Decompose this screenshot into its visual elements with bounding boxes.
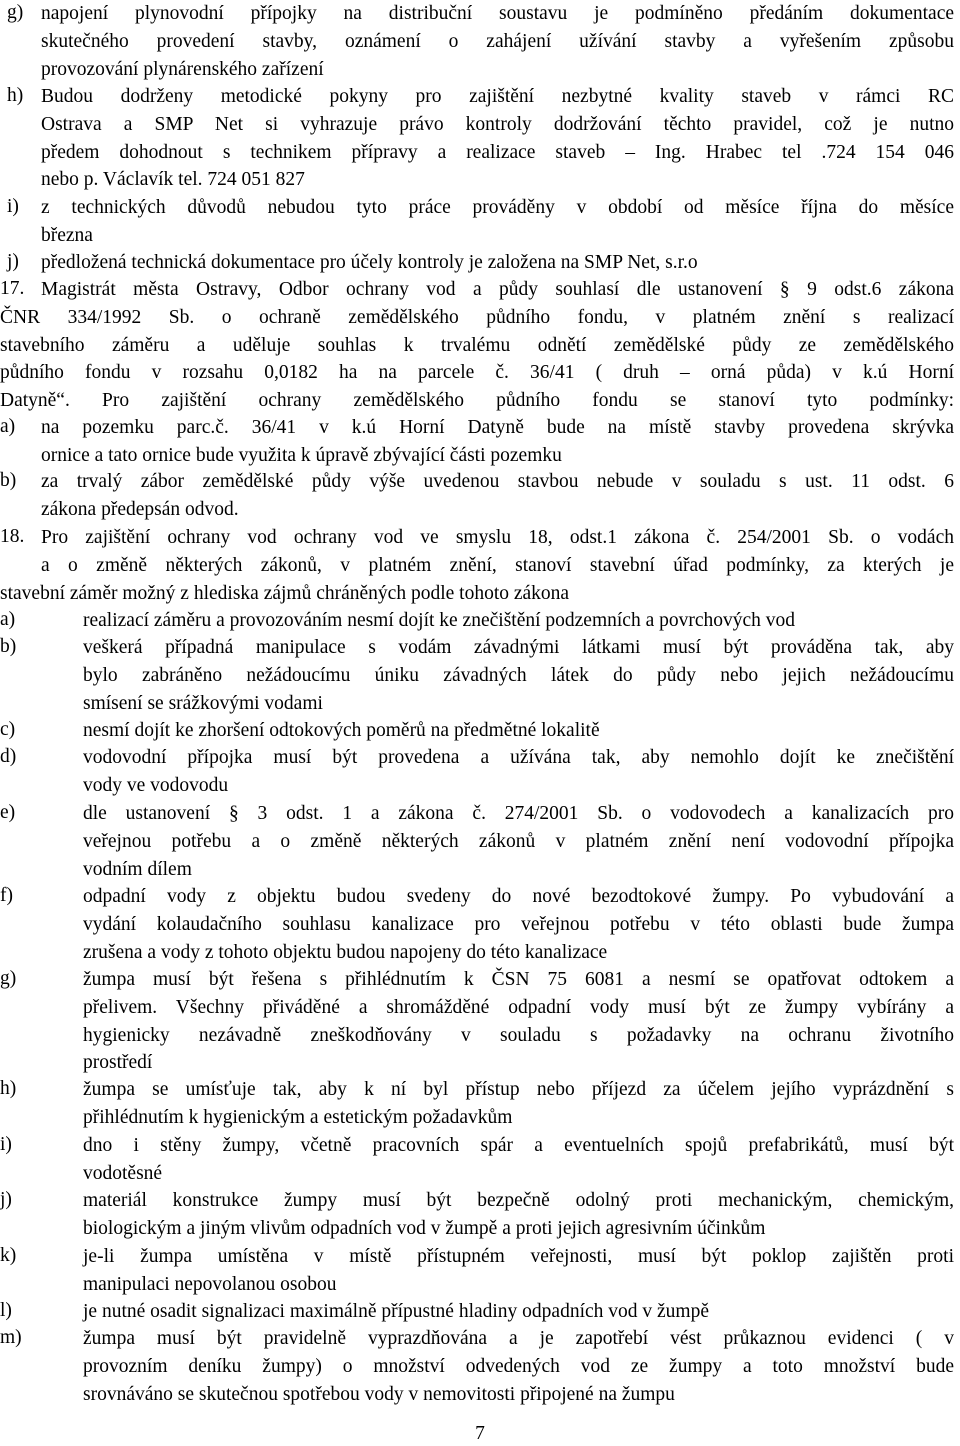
text-line: veřejnou potřebu a o změně některých zákonů v platném znění není vodovodní přípojka — [83, 830, 954, 852]
item-label: c) — [0, 719, 16, 740]
text-line: přihlédnutím k hygienickým a estetickým požadavkům — [83, 1106, 513, 1128]
item-text — [83, 1189, 954, 1245]
item-label: b) — [0, 470, 17, 491]
item-text — [83, 1245, 954, 1301]
text-line: hygienicky nezávadně zneškodňovány v souladu s požadavky na ochranu životního — [83, 1024, 954, 1046]
text-line: je nutné osadit signalizaci maximálně přípustné hladiny odpadních vod v žumpě — [83, 1301, 710, 1322]
text-line: biologickým a jiným vlivům odpadních vod v žumpě a proti jejich agresivním účinkům — [83, 1217, 766, 1239]
text-line: Datyně“. Pro zajištění ochrany zemědělského půdního fondu se stanoví tyto podmínky: — [0, 390, 954, 412]
text-line: zákona předepsán odvod. — [41, 498, 239, 520]
text-line: Magistrát města Ostravy, Odbor ochrany vod a půdy souhlasí dle ustanovení § 9 odst.6 zákona — [41, 279, 954, 300]
text-line: Pro zajištění ochrany vod ochrany vod ve smyslu 18, odst.1 zákona č. 254/2001 Sb. o vodách — [41, 527, 954, 548]
item-label: k) — [0, 1245, 17, 1266]
item-label: h) — [7, 85, 24, 106]
item-label: a) — [0, 609, 16, 630]
text-line: nesmí dojít ke zhoršení odtokových poměrů na předmětné lokalitě — [83, 720, 600, 741]
item-label: e) — [0, 802, 16, 823]
text-line: Budou dodrženy metodické pokyny pro zajištění nezbytné kvality staveb v rámci RC — [41, 86, 954, 107]
text-line: manipulaci nepovolanou osobou — [83, 1273, 337, 1295]
item-label: 17. — [0, 278, 25, 299]
text-line: dle ustanovení § 3 odst. 1 a zákona č. 274/2001 Sb. o vodovodech a kanalizacích pro — [83, 803, 954, 824]
item-text — [83, 968, 954, 1079]
text-line: provozování plynárenského zařízení — [41, 58, 324, 80]
text-line: skutečného provedení stavby, oznámení o zahájení užívání stavby a vyřešením způsobu — [41, 30, 954, 52]
text-line: veškerá případná manipulace s vodám závadnými látkami musí být prováděna tak, aby — [83, 637, 954, 658]
text-line: bylo zabráněno nežádoucímu úniku závadných látek do půdy nebo jejich nežádoucímu — [83, 664, 954, 686]
item-text — [41, 2, 954, 85]
text-line: předem dohodnout s technikem přípravy a realizace staveb – Ing. Hrabec tel .724 154 046 — [41, 141, 954, 163]
text-line: ČNR 334/1992 Sb. o ochraně zemědělského půdního fondu, v platném znění s realizací — [0, 306, 954, 328]
text-line: srovnáváno se skutečnou spotřebou vody v nemovitosti připojené na žumpu — [83, 1383, 675, 1405]
item-label: 18. — [0, 526, 25, 547]
text-line: stavební záměr možný z hlediska zájmů chráněných podle tohoto zákona — [0, 582, 570, 604]
item-text — [83, 1300, 954, 1328]
text-line: Ostrava a SMP Net si vyhrazuje právo kontroly dodržování těchto pravidel, což je nutno — [41, 113, 954, 135]
text-line: smísení se srážkovými vodami — [83, 692, 323, 714]
text-line: materiál konstrukce žumpy musí být bezpečně odolný proti mechanickým, chemickým, — [83, 1190, 954, 1211]
item-label: j) — [7, 251, 19, 272]
item-text — [83, 802, 954, 885]
text-line: odpadní vody z objektu budou svedeny do nové bezodtokové žumpy. Po vybudování a — [83, 886, 954, 907]
text-line: je-li žumpa umístěna v místě přístupném veřejnosti, musí být poklop zajištěn proti — [83, 1246, 954, 1267]
text-line: nebo p. Václavík tel. 724 051 827 — [41, 169, 305, 191]
text-line: března — [41, 224, 93, 246]
item-label: g) — [0, 968, 17, 989]
text-line: prostředí — [83, 1052, 153, 1074]
item-label: m) — [0, 1327, 22, 1348]
item-label: a) — [0, 416, 16, 437]
item-label: g) — [7, 2, 24, 23]
item-text — [83, 1134, 954, 1190]
text-line: ornice a tato ornice bude využita k úpravě zbývající části pozemku — [41, 444, 562, 466]
page-number: 7 — [475, 1423, 485, 1444]
text-line: předložená technická dokumentace pro účely kontroly je založena na SMP Net, s.r.o — [41, 252, 698, 273]
text-line: provozním deníku žumpy) o množství odvedených vod ze žumpy a toto množství bude — [83, 1355, 954, 1377]
item-text — [41, 470, 954, 526]
item-text — [41, 196, 954, 252]
text-line: realizací záměru a provozováním nesmí dojít ke znečištění podzemních a povrchových vod — [83, 610, 796, 631]
text-line: vody ve vodovodu — [83, 774, 229, 796]
text-line: stavebního záměru a uděluje souhlas k trvalému odnětí zemědělské půdy ze zemědělského — [0, 334, 954, 356]
text-line: žumpa musí být řešena s přihlédnutím k ČSN 75 6081 a nesmí se opatřovat odtokem a — [83, 969, 954, 990]
item-label: i) — [7, 196, 19, 217]
item-text — [83, 636, 954, 719]
text-line: napojení plynovodní přípojky na distribuční soustavu je podmíněno předáním dokumentace — [41, 3, 954, 24]
item-text — [41, 85, 954, 196]
item-text — [83, 609, 954, 637]
item-text — [83, 719, 954, 747]
text-line: vodovodní přípojka musí být provedena a užívána tak, aby nemohlo dojít ke znečištění — [83, 747, 954, 768]
item-label: f) — [0, 885, 13, 906]
item-label: h) — [0, 1078, 17, 1099]
text-line: zrušena a vody z tohoto objektu budou napojeny do této kanalizace — [83, 941, 608, 963]
text-line: a o změně některých zákonů, v platném znění, stanoví stavební úřad podmínky, za kterých je — [41, 554, 954, 576]
item-text — [41, 251, 954, 279]
text-line: dno i stěny žumpy, včetně pracovních spár a eventuelních spojů prefabrikátů, musí být — [83, 1135, 954, 1156]
item-text — [83, 885, 954, 968]
item-label: b) — [0, 636, 17, 657]
text-line: z technických důvodů nebudou tyto práce prováděny v období od měsíce října do měsíce — [41, 197, 954, 218]
item-label: l) — [0, 1300, 12, 1321]
text-line: přelivem. Všechny přiváděné a shromážděné odpadní vody musí být ze žumpy vybírány a — [83, 996, 954, 1018]
text-line: vodotěsné — [83, 1162, 163, 1184]
text-line: žumpa se umísťuje tak, aby k ní byl přístup nebo příjezd za účelem jejího vyprázdnění s — [83, 1079, 954, 1100]
text-line: za trvalý zábor zemědělské půdy výše uvedenou stavbou nebude v souladu s ust. 11 odst. 6 — [41, 471, 954, 492]
item-text — [83, 1078, 954, 1134]
item-label: d) — [0, 746, 17, 767]
text-line: vodním dílem — [83, 858, 192, 880]
item-label: i) — [0, 1134, 12, 1155]
text-line: půdního fondu v rozsahu 0,0182 ha na parcele č. 36/41 ( druh – orná půda) v k.ú Horní — [0, 362, 954, 384]
item-text — [83, 1327, 954, 1410]
item-text — [41, 416, 954, 472]
item-label: j) — [0, 1189, 12, 1210]
text-line: žumpa musí být pravidelně vyprazdňována a je zapotřebí vést průkaznou evidenci ( v — [83, 1328, 954, 1349]
item-text — [0, 526, 954, 609]
text-line: vydání kolaudačního souhlasu kanalizace pro veřejnou potřebu v této oblasti bude žumpa — [83, 913, 954, 935]
text-line: na pozemku parc.č. 36/41 v k.ú Horní Datyně bude na místě stavby provedena skrývka — [41, 417, 954, 438]
item-text — [83, 746, 954, 802]
